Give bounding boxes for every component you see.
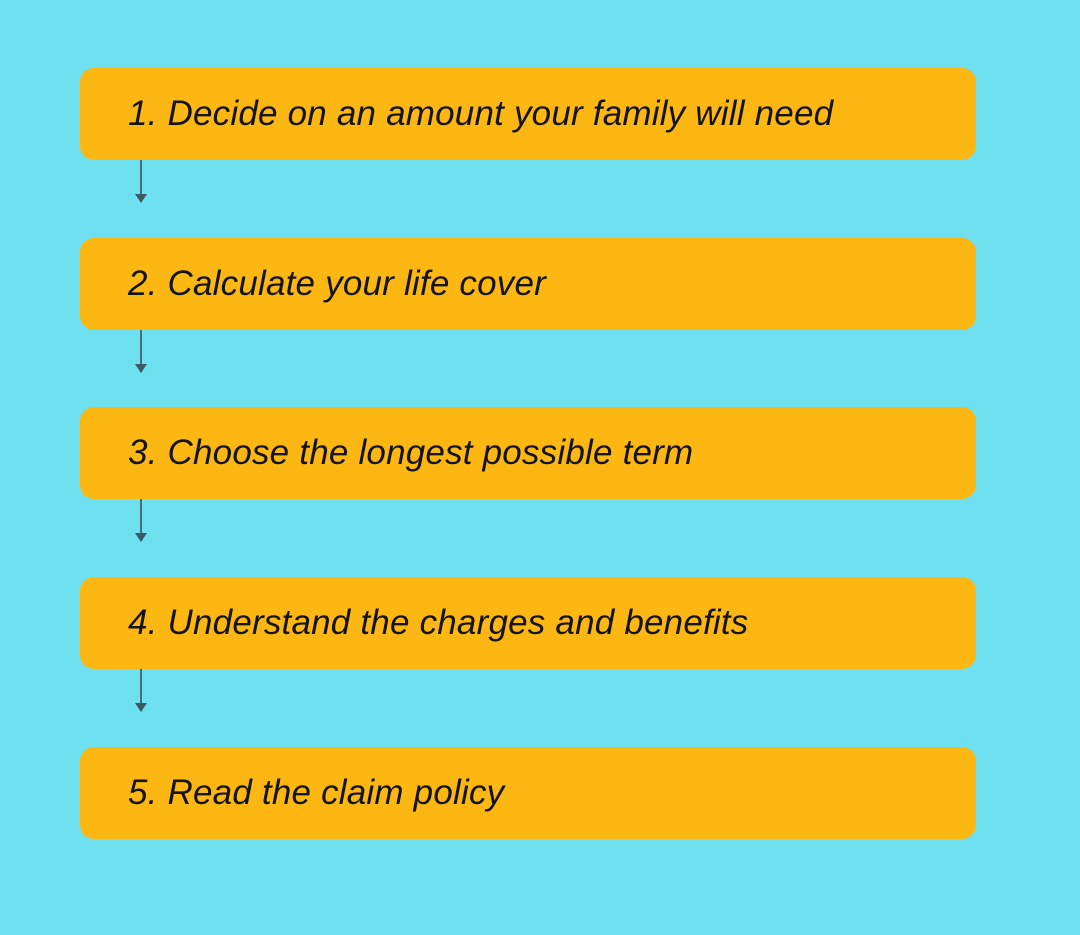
step-label-4: 4. Understand the charges and benefits [128, 603, 749, 642]
flow-step-3[interactable] [80, 407, 976, 499]
step-label-2: 2. Calculate your life cover [128, 264, 547, 303]
connector-1-to-2 [140, 160, 142, 202]
step-label-1: 1. Decide on an amount your family will need [128, 94, 834, 133]
step-box-3[interactable] [80, 407, 976, 499]
step-box-5[interactable] [80, 747, 976, 839]
step-box-2[interactable] [80, 238, 976, 330]
step-label-5: 5. Read the claim policy [128, 773, 505, 812]
step-label-3: 3. Choose the longest possible term [128, 433, 694, 472]
step-box-1[interactable] [80, 68, 976, 160]
arrow-down-icon [135, 194, 147, 203]
connector-4-to-5 [140, 669, 142, 711]
arrow-down-icon [135, 364, 147, 373]
connector-3-to-4 [140, 499, 142, 541]
flow-step-4[interactable] [80, 577, 976, 669]
flow-step-2[interactable] [80, 238, 976, 330]
arrow-down-icon [135, 703, 147, 712]
flow-step-5[interactable] [80, 747, 976, 839]
arrow-down-icon [135, 533, 147, 542]
step-box-4[interactable] [80, 577, 976, 669]
connector-2-to-3 [140, 330, 142, 372]
flow-step-1[interactable] [80, 68, 976, 160]
